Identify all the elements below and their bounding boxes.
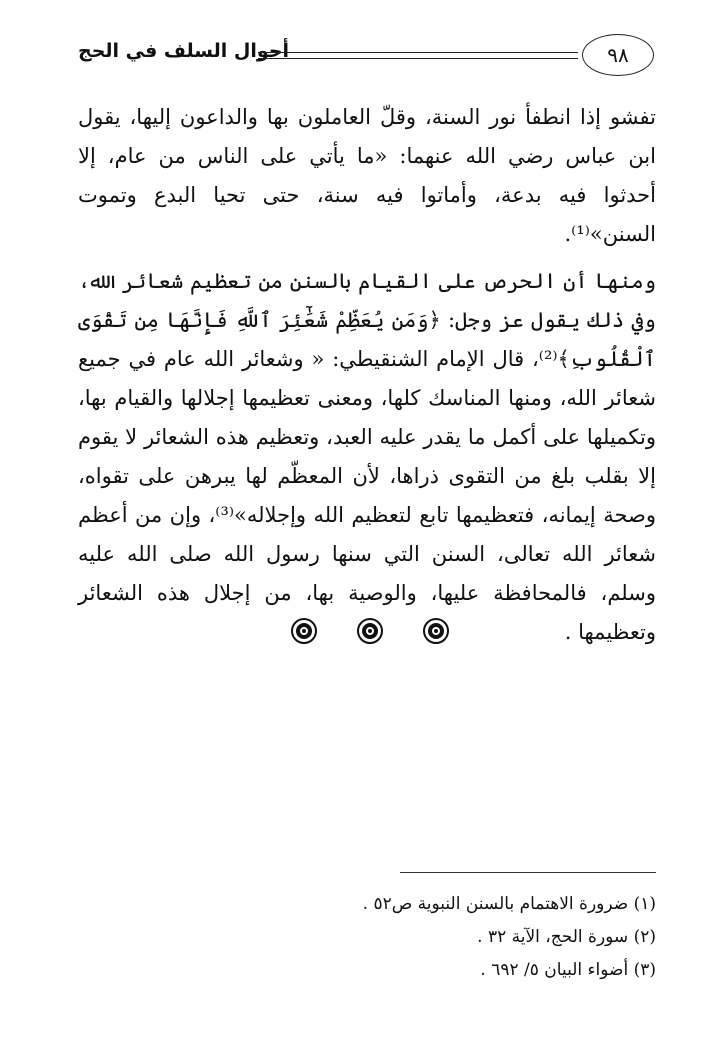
footnotes bbox=[300, 888, 656, 987]
rosette-icon bbox=[290, 617, 318, 645]
running-title: أحوال السلف في الحج bbox=[78, 40, 290, 62]
page-number-text: ٩٨ bbox=[607, 43, 629, 67]
page-header bbox=[78, 30, 656, 82]
footnote: (١) ضرورة الاهتمام بالسنن النبوية ص٥٢ . bbox=[362, 894, 656, 914]
header-rule bbox=[258, 52, 578, 53]
footnote-separator bbox=[400, 872, 656, 873]
footnote: (٢) سورة الحج، الآية ٣٢ . bbox=[477, 927, 656, 947]
footnote: (٣) أضواء البيان ٥/ ٦٩٢ . bbox=[480, 960, 656, 980]
rosette-icon bbox=[356, 617, 384, 645]
section-divider bbox=[290, 614, 450, 648]
header-rule bbox=[258, 58, 578, 59]
page-number bbox=[582, 34, 654, 76]
paragraph: تفشو إذا انطفأ نور السنة، وقلّ العاملون بها والداعون إليها، يقول ابن عباس رضي الله عنهما: «ما يأتي على الناس من عام، إلا أحدثوا فيه بدعة، وأماتوا فيه سنة، حتى تحيا البدع وتموت السنن»⁽¹⁾. bbox=[78, 105, 656, 246]
paragraph: ومنها أن الحرص على القيام بالسنن من تعظيم شعائر الله، وفي ذلك يقول عز وجل: ﴿وَمَن يُعَظِّمْ شَعَٰٓئِرَ ٱللَّهِ فَإِنَّهَا مِن تَقْوَى ٱلْقُلُوبِ﴾⁽²⁾، قال الإمام الشنقيطي: « وشعائر الله عام في جميع شعائر الله، ومنها المناسك كلها، ومعنى تعظيمها إجلالها والقيام بها، وتكميلها على أكمل ما يقدر عليه العبد، وتعظيم هذه الشعائر لا يقوم إلا بقلب بلغ من التقوى ذراها، لأن المعظّم لها يبرهن على تقواه، وصحة إيمانه، فتعظيمها تابع لتعظيم الله وإجلاله»⁽³⁾، وإن من أعظم شعائر الله تعالى، السنن التي سنها رسول الله صلى الله عليه وسلم، فالمحافظة عليها، والوصية بها، من إجلال هذه الشعائر وتعظيمها . bbox=[78, 269, 656, 644]
rosette-icon bbox=[422, 617, 450, 645]
body-text bbox=[78, 98, 656, 652]
